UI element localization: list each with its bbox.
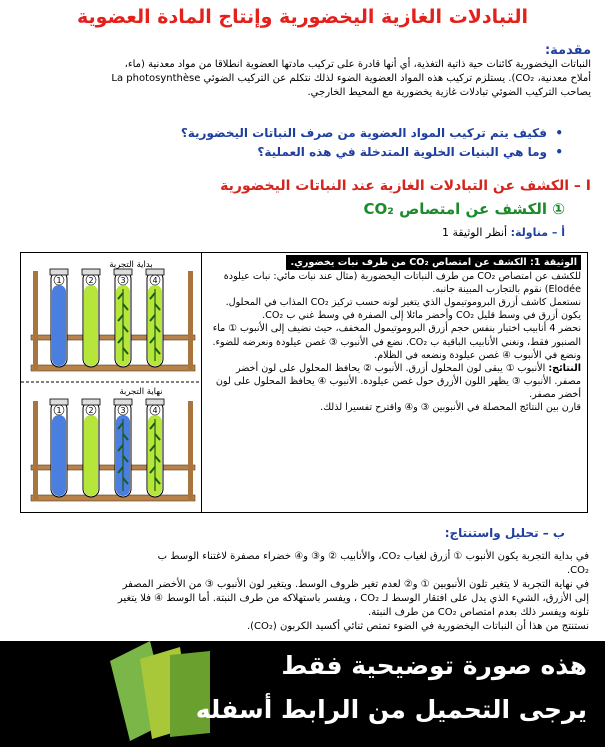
analysis-text [14,550,589,634]
books-logo-icon [100,641,280,747]
intro-section [14,43,591,100]
experiment-figure [21,253,202,512]
intro-line-3: يصاحب التركيب الضوئي تبادلات غازية يخضورية مع المحيط الخارجي. [307,87,591,98]
question-item: • وما هي البنيات الخلوية المتدخلة في هذه العملية؟ [14,143,547,162]
bottom-label: نهاية التجربة [119,387,163,397]
test-tubes-illustration [21,253,201,512]
results-label: النتائج: [548,362,581,374]
tube-number: 4 [152,406,158,415]
section-1-title: I – الكشف عن التبادلات الغازية عند النباتات اليخضورية [220,178,591,194]
tube-number: 1 [56,276,62,285]
doc-paragraph: للكشف عن امتصاص CO₂ من طرف النباتات اليخضورية (مثال عند نبات مائي: نبات عيلودة Elodée) نقوم بالتجارب المبينة جانبه. [223,271,581,296]
document-1-box [20,252,588,513]
analysis-line: في نهاية التجربة لا يتغير تلون الأنبوبين ① و② لعدم تغير ظروف الوسط. ويتغير لون الأنبوب ③ من الأخضر المصفر [122,579,589,590]
manipulation-label: أ – مناولة: [510,226,565,239]
document-1-header: الوثيقة 1: الكشف عن امتصاص CO₂ من طرف نبات يخضوري. [286,255,581,270]
analysis-line: CO₂. [566,565,589,576]
tube-number: 2 [88,276,94,285]
intro-line-1: النباتات اليخضورية كائنات حية ذاتية التغذية، أي أنها قادرة على تركيب مادتها العضوية انطلاقا من مواد معدنية (ماء، [124,59,591,70]
question-item: • فكيف يتم تركيب المواد العضوية من صرف النباتات اليخضورية؟ [14,124,547,143]
manipulation-text: أنظر الوثيقة 1 [441,226,508,239]
analysis-line: نستنتج من هذا أن النباتات اليخضورية في الضوء تمتص ثنائي أكسيد الكربون (CO₂). [246,621,589,632]
questions-list [14,124,565,162]
tube-number: 4 [152,276,158,285]
tube-number: 1 [56,406,62,415]
document-1-text [207,255,581,414]
doc-paragraph: نحضر 4 أنابيب اختبار بنفس حجم أزرق البروموتيمول المخفف، حيث نضيف إلى الأنبوب ① ماء الصنبور فقط، ونغني الأنابيب الباقية ب CO₂. نضع في الأنبوب ③ غصن عيلودة ونعرضه للضوء. ونضع في الأنبوب ④ غصن عيلودة ونضعه في الظلام. [212,323,581,361]
doc-question: قارن بين النتائج المحصلة في الأنبوبين ③ و④ واقترح تفسيرا لذلك. [320,402,581,414]
top-label: بداية التجربة [109,260,153,270]
analysis-line: إلى الأزرق، الشيء الذي يدل على افتقار الوسط لـ CO₂ ، ويفسر باستهلاكه من طرف النبتة. أما الوسط ④ فلا يتغير [117,593,589,604]
intro-line-2: أملاح معدنية، CO₂). يستلزم تركيب هذه المواد العضوية الضوء لذلك نتكلم عن التركيب الضوئي La photosynthèse [111,73,591,84]
analysis-heading: ب – تحليل واستنتاج: [444,526,565,540]
watermark-banner [0,641,605,747]
analysis-line: في بداية التجربة يكون الأنبوب ① أزرق لغياب CO₂، والأنابيب ② و③ و④ خضراء مصفرة لاغتناء الوسط ب [157,551,589,562]
tube-number: 3 [120,406,126,415]
doc-paragraph: نستعمل كاشف أزرق البروموتيمول الذي يتغير لونه حسب تركيز CO₂ المذاب في المحلول. يكون أزرق في وسط قليل CO₂ وأخضر مائلا إلى الصفرة في وسط غني ب CO₂. [225,297,581,322]
page-title: التبادلات الغازية اليخضورية وإنتاج المادة العضوية [77,6,528,28]
watermark-line-1: هذه صورة توضيحية فقط [281,651,587,680]
analysis-line: تلونه ويفسر ذلك بعدم امتصاص CO₂ من طرف النبتة. [368,607,589,618]
manipulation-line [14,226,565,239]
doc-results: النتائج: الأنبوب ① يبقى لون المحلول أزرق. الأنبوب ② يحافظ المحلول على لون أخضر مصفر. الأنبوب ③ يظهر اللون الأزرق حول غصن عيلودة. الأنبوب ④ يحافظ المحلول على لون أخضر مصفر. [215,362,581,400]
watermark-line-2: يرجى التحميل من الرابط أسفله [195,695,587,724]
tube-number: 3 [120,276,126,285]
intro-heading: مقدمة: [544,43,591,58]
subsection-1-title: ① الكشف عن امتصاص CO₂ [363,200,565,218]
tube-number: 2 [88,406,94,415]
